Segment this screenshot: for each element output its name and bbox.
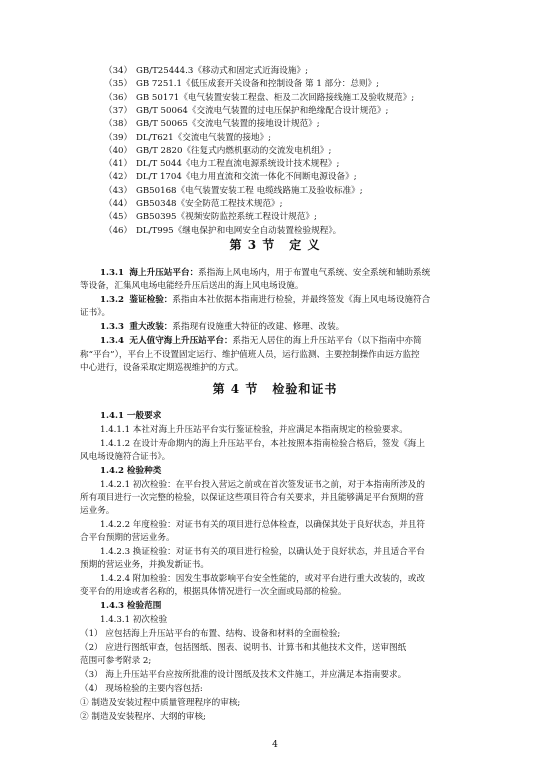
- section-number: 第 3 节: [229, 238, 276, 252]
- reference-number: （34）: [104, 66, 133, 76]
- reference-item: [104, 159, 339, 170]
- reference-number: （43）: [104, 185, 133, 196]
- reference-text: GB/T25444.3《移动式和固定式近海设施》;: [136, 66, 308, 76]
- paragraph: 1.4.2.2 年度检验：对证书有关的项目进行总体检查，以确保其处于良好状态，并且符: [100, 520, 425, 530]
- reference-item: [104, 212, 317, 223]
- reference-item: [104, 79, 379, 90]
- definition-1-3-3: 1.3.3 重大改装：系指现有设施重大特征的改建、修理、改装。: [100, 322, 345, 332]
- reference-number: （36）: [104, 92, 133, 103]
- reference-number: （37）: [104, 105, 133, 116]
- subsection-heading: 1.4.3 检验范围: [100, 601, 162, 611]
- reference-item: [104, 146, 331, 157]
- list-subitem: ① 制造及安装过程中质量管理程序的审核;: [80, 698, 241, 708]
- reference-number: （45）: [104, 212, 133, 223]
- paragraph-continuation: 所有项目进行一次完整的检验，以保证这些项目符合有关要求，并且能够满足平台预期的营: [80, 493, 424, 503]
- paragraph-continuation: 运业务。: [80, 506, 115, 516]
- list-item-continuation: 范围可参考附录 2;: [80, 656, 152, 666]
- subsection-heading: 1.4.1 一般要求: [100, 411, 162, 421]
- definition-continuation: 等设备，汇集风电场电能经升压后送出的海上风电场设施。: [80, 281, 304, 291]
- definition-continuation: 称“平台”），平台上不设置固定运行、维护值班人员，运行监测、主要控制操作由远方监控: [80, 350, 420, 360]
- paragraph-continuation: 预期的营运业务，并换发新证书。: [80, 560, 209, 570]
- list-item: （4） 现场检验的主要内容包括:: [80, 684, 203, 694]
- reference-item: [104, 133, 271, 144]
- reference-text: GB50395《视频安防监控系统工程设计规范》;: [136, 212, 317, 223]
- section-4-heading: [0, 380, 550, 397]
- reference-text: GB 7251.1《低压成套开关设备和控制设备 第 1 部分：总则》;: [136, 79, 380, 90]
- reference-text: GB/T 50064《交流电气装置的过电压保护和绝缘配合设计规范》;: [136, 105, 389, 116]
- reference-text: DL/T995《继电保护和电网安全自动装置检验规程》。: [136, 225, 342, 236]
- list-item: （1） 应包括海上升压站平台的布置、结构、设备和材料的全面检验;: [80, 629, 341, 639]
- definition-continuation: 证书》。: [80, 308, 111, 318]
- section-number: 第 4 节: [212, 382, 259, 396]
- section-title: 定 义: [289, 238, 321, 252]
- paragraph: 1.4.1.2 在设计寿命期内的海上升压站平台，本社按照本指南检验合格后，签发《海上: [100, 439, 425, 449]
- reference-item: [104, 66, 308, 77]
- reference-number: （41）: [104, 159, 133, 170]
- section-3-heading: [0, 236, 550, 253]
- reference-item: [104, 199, 283, 210]
- reference-item: [104, 172, 357, 183]
- reference-item: [104, 119, 320, 130]
- reference-number: （35）: [104, 79, 133, 90]
- reference-text: GB50168《电气装置安装工程 电缆线路施工及验收标准》;: [136, 185, 363, 196]
- subsection-heading: 1.4.2 检验种类: [100, 466, 162, 476]
- reference-text: GB 50171《电气装置安装工程盘、柜及二次回路接线施工及验收规范》;: [136, 92, 415, 103]
- reference-text: DL/T621《交流电气装置的接地》;: [136, 132, 272, 143]
- reference-text: GB/T 2820《往复式内燃机驱动的交流发电机组》;: [136, 145, 332, 156]
- reference-number: （39）: [104, 132, 133, 143]
- section-title: 检验和证书: [272, 382, 338, 396]
- paragraph: 1.4.2.4 附加检验：因发生事故影响平台安全性能的，或对平台进行重大改装的，或改: [100, 574, 425, 584]
- paragraph: 1.4.2.1 初次检验：在平台投入营运之前或在首次签发证书之前，对于本指南所涉及的: [100, 480, 425, 490]
- reference-number: （46）: [104, 225, 133, 236]
- reference-item: [104, 186, 363, 197]
- paragraph-continuation: 变平台的用途或者名称的，根据具体情况进行一次全面或局部的检验。: [80, 587, 347, 597]
- paragraph-continuation: 风电场设施符合证书》。: [80, 452, 171, 462]
- list-item: （3） 海上升压站平台应按所批准的设计图纸及技术文件施工，并应满足本指南要求。: [80, 670, 407, 680]
- paragraph: 1.4.3.1 初次检验: [100, 615, 168, 625]
- reference-item: [104, 93, 414, 104]
- paragraph: 1.4.2.3 换证检验：对证书有关的项目进行检验，以确认处于良好状态，并且适合平台: [100, 547, 425, 557]
- reference-number: （44）: [104, 199, 133, 209]
- page-number: 4: [272, 740, 278, 750]
- list-subitem: ② 制造及安装程序、大纲的审核;: [80, 712, 206, 722]
- list-item: （2） 应进行图纸审查，包括图纸、图表、说明书、计算书和其他技术文件，送审图纸: [80, 643, 407, 653]
- reference-item: [104, 226, 341, 237]
- reference-item: [104, 106, 388, 117]
- definition-continuation: 中心进行，设备采取定期巡视维护的方式。: [80, 363, 244, 373]
- reference-number: （40）: [104, 145, 133, 156]
- definition-1-3-4: 1.3.4 无人值守海上升压站平台：系指无人居住的海上升压站平台（以下指南中亦简: [100, 336, 422, 346]
- reference-text: DL/T 5044《电力工程直流电源系统设计技术规程》;: [136, 159, 340, 170]
- paragraph: 1.4.1.1 本社对海上升压站平台实行鉴证检验，并应满足本指南规定的检验要求。: [100, 425, 408, 435]
- definition-1-3-2: 1.3.2 鉴证检验：系指由本社依据本指南进行检验，并最终签发《海上风电场设施符合: [100, 295, 431, 305]
- reference-text: DL/T 1704《电力用直流和交流一体化不间断电源设备》;: [136, 172, 357, 183]
- reference-number: （42）: [104, 172, 133, 183]
- reference-number: （38）: [104, 119, 133, 130]
- reference-text: GB50348《安全防范工程技术规范》;: [136, 199, 283, 209]
- definition-1-3-1: 1.3.1 海上升压站平台：系指海上风电场内，用于布置电气系统、安全系统和辅助系统: [100, 268, 431, 278]
- reference-text: GB/T 50065《交流电气装置的接地设计规范》;: [136, 119, 320, 130]
- paragraph-continuation: 合平台预期的营运业务。: [80, 533, 175, 543]
